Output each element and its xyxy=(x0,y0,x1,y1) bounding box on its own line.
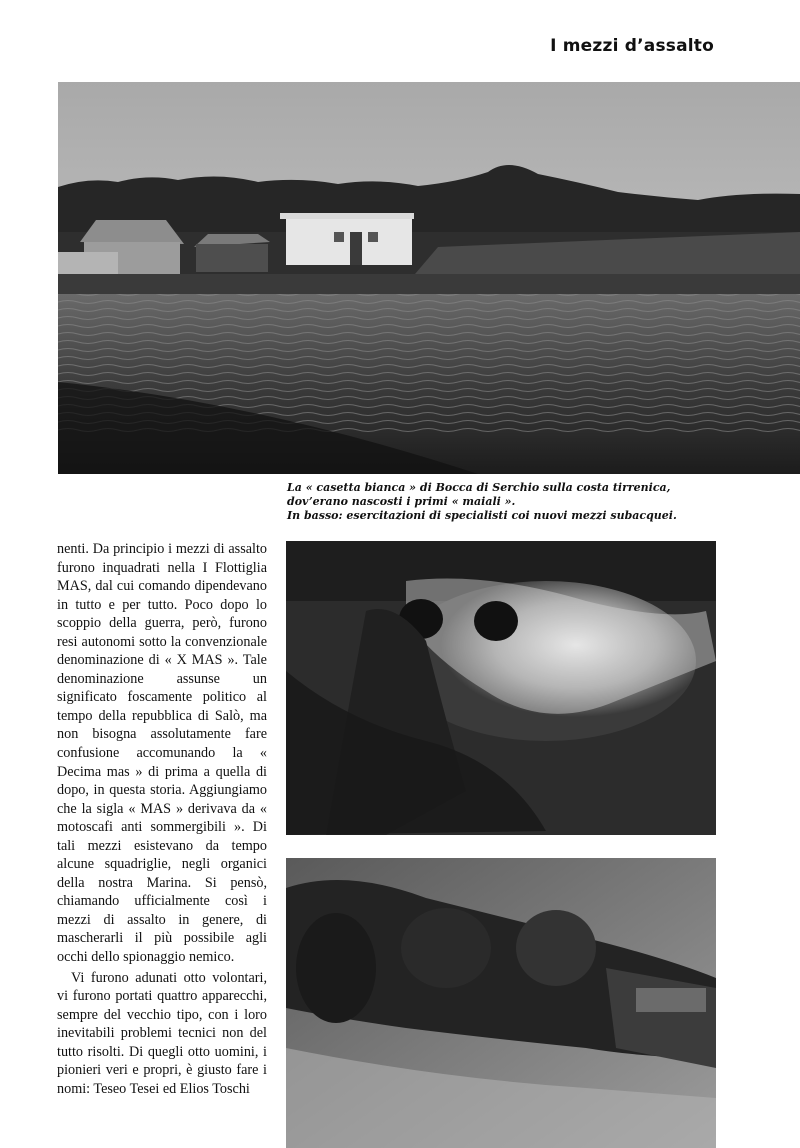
caption-line: dov’erano nascosti i primi « maiali ». xyxy=(287,495,516,508)
caption-line: La « casetta bianca » di Bocca di Serchio sulla costa tirrenica, xyxy=(287,481,671,494)
submersible-craft-photo xyxy=(286,858,716,1148)
article-paragraph: Vi furono adunati otto volontari, vi furono portati quattro apparecchi, sempre del vecchio tipo, con i loro inevitabili problemi tecnici non del tutto risolti. Di quegli otto uomini, i pionieri veri e propri, è giusto fare i nomi: Teseo Tesei ed Elios Toschi xyxy=(57,969,267,1097)
article-paragraph: nenti. Da principio i mezzi di assalto furono inquadrati nella I Flottiglia MAS, dal cui comando dipendevano in tutto e per tutto. Poco dopo lo scoppio della guerra, però, furono resi autonomi sotto la convenzionale denominazione di « X MAS ». Tale denominazione assunse un significato foscamente politico al tempo della repubblica di Salò, ma non bisogna assolutamente fare confusione accomunando la « Decima mas » di prima a quella di dopo, in questa storia. Aggiungiamo che la sigla « MAS » derivava da « motoscafi anti sommergibili ». Di tali mezzi esistevano da tempo alcune squadriglie, negli organici della nostra Marina. Si pensò, chiamando ufficialmente così i mezzi di assalto in genere, di mascherarli il più possibile agli occhi dello spionaggio nemico. xyxy=(57,541,267,966)
section-title: I mezzi d’assalto xyxy=(550,36,714,56)
lagoon-photo xyxy=(58,82,800,474)
underwater-frogmen-photo xyxy=(286,541,716,835)
article-body xyxy=(57,540,267,1098)
caption-line: In basso: esercitazioni di specialisti coi nuovi mezzi subacquei. xyxy=(287,509,677,522)
photo-caption xyxy=(287,481,737,523)
